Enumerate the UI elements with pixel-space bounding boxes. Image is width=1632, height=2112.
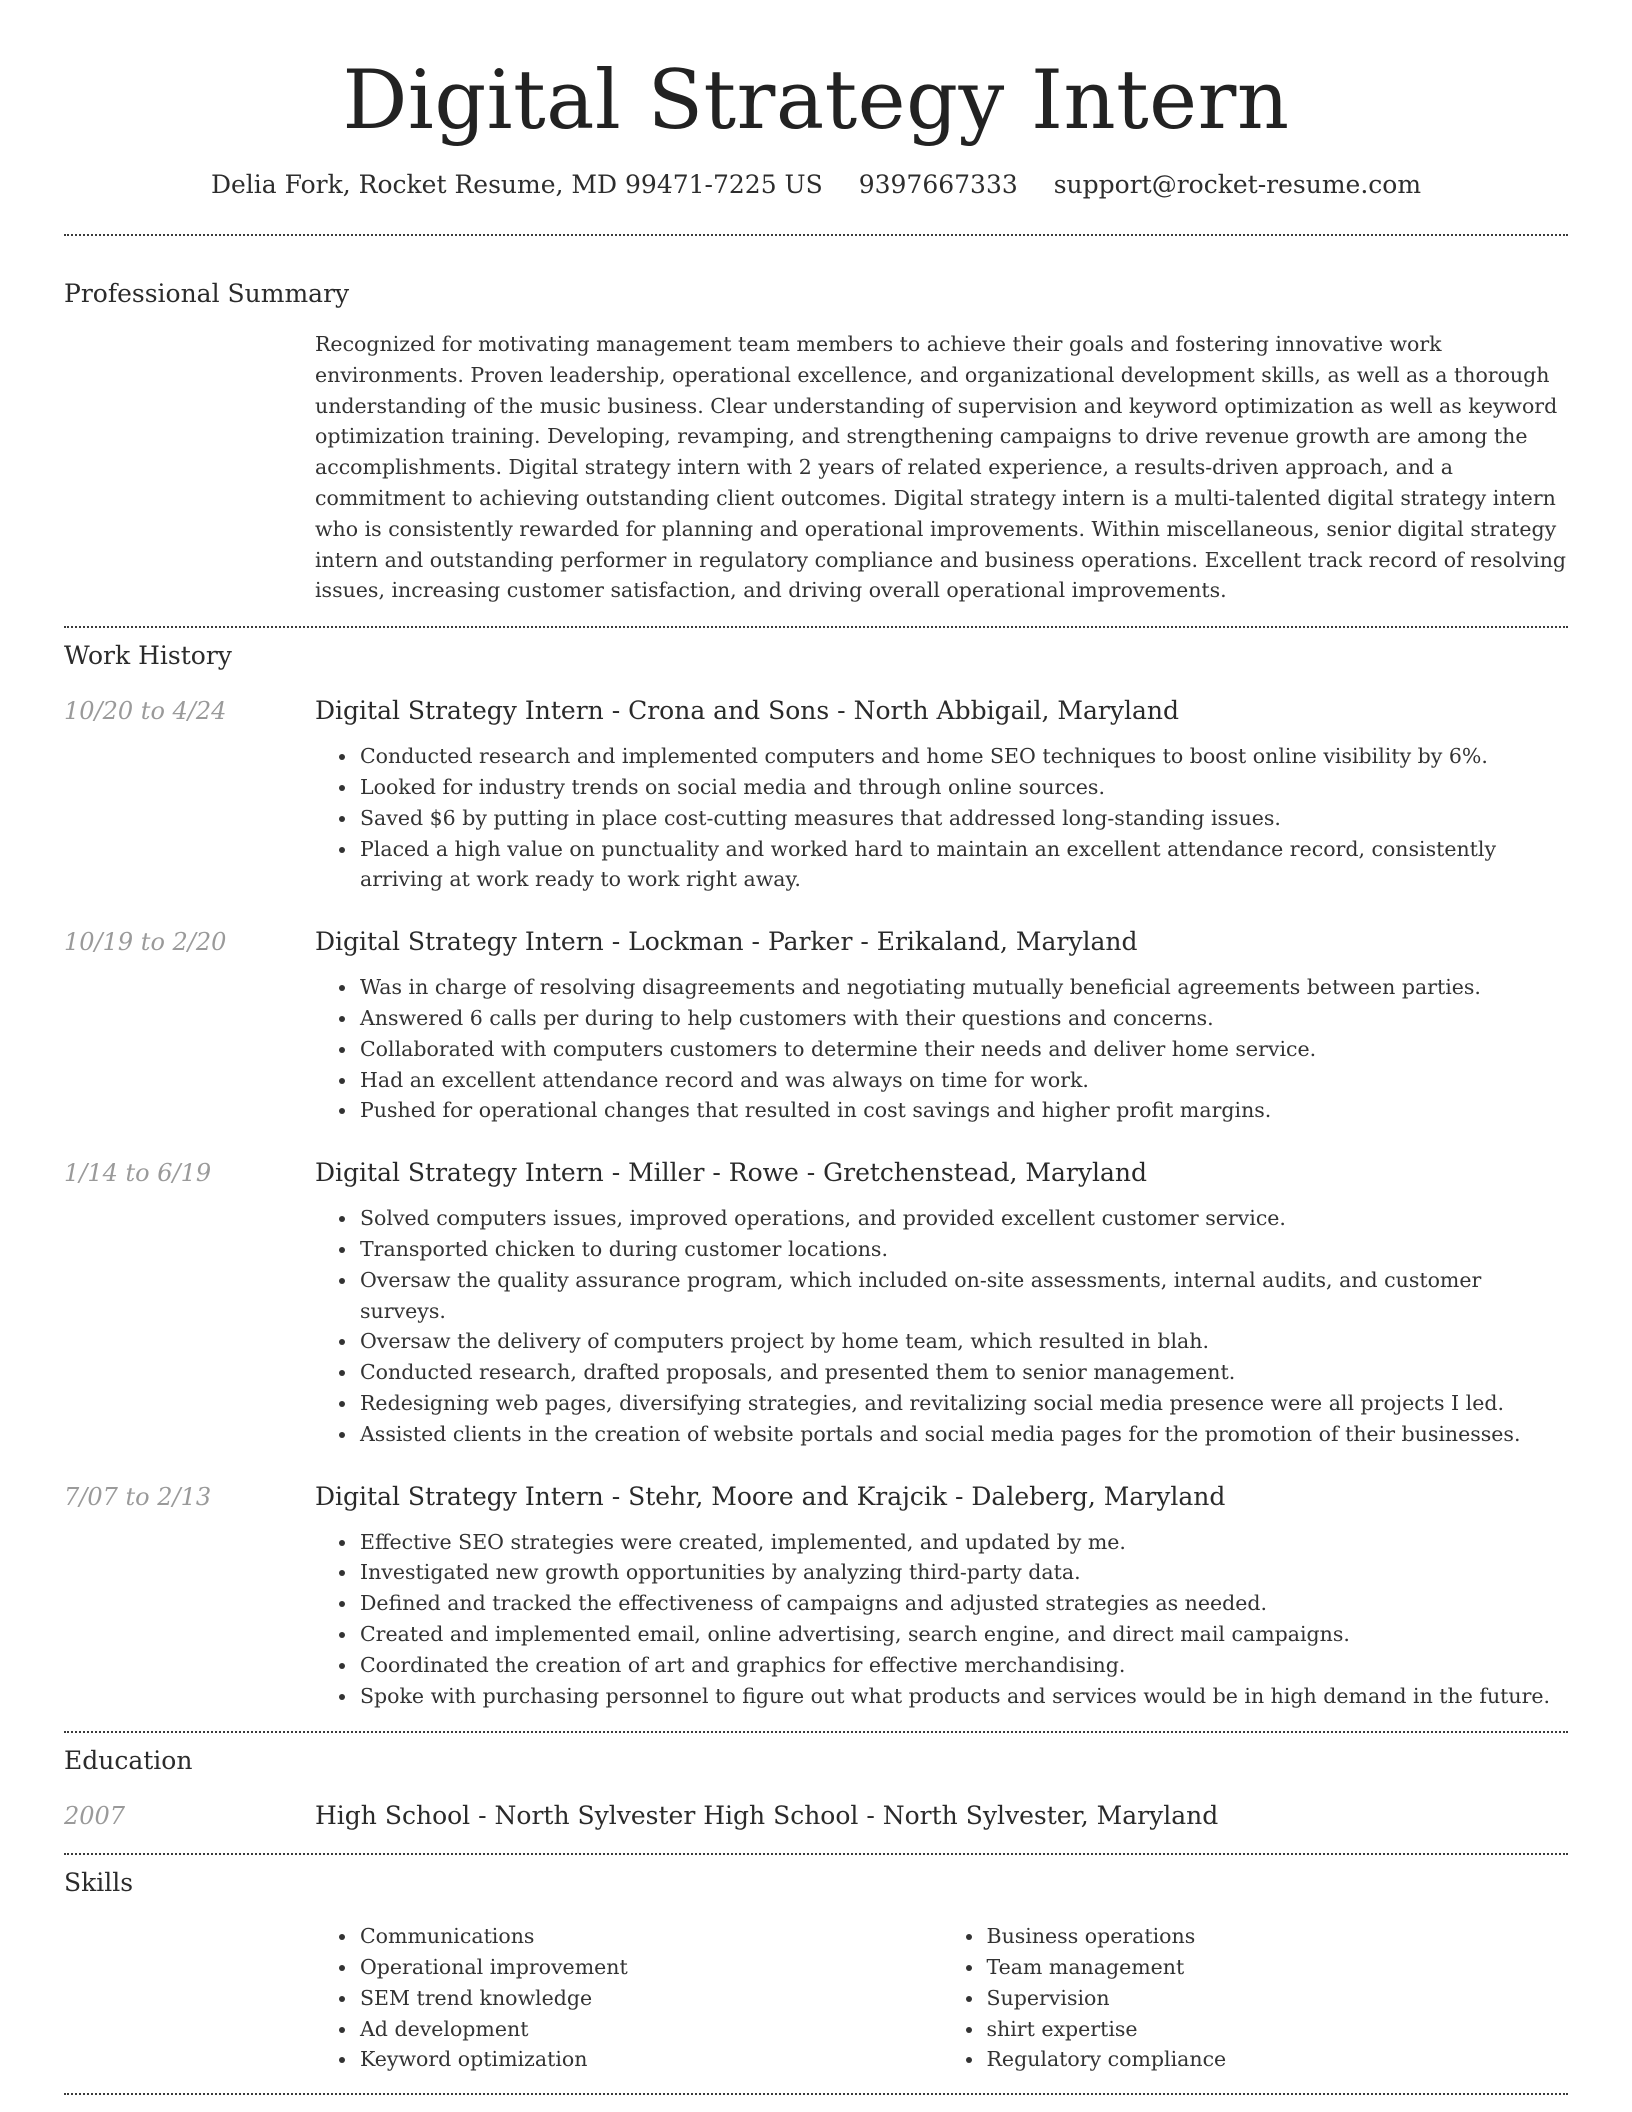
job-dates: 10/20 to 4/24 — [64, 697, 227, 726]
job-bullets — [315, 741, 1568, 895]
divider — [64, 1853, 1568, 1855]
list-item: • Transported chicken to during customer locations. — [358, 1234, 1568, 1265]
list-item: • Business operations — [985, 1921, 1569, 1952]
list-item: • Conducted research, drafted proposals, and presented them to senior management. — [358, 1357, 1568, 1388]
job-entry — [64, 1480, 1568, 1712]
skills-column-right — [942, 1921, 1569, 2075]
list-item: • Supervision — [985, 1983, 1569, 2014]
education-year: 2007 — [64, 1802, 126, 1831]
list-item: • Coordinated the creation of art and graphics for effective merchandising. — [358, 1650, 1568, 1681]
job-bullets — [315, 972, 1568, 1126]
list-item: • Pushed for operational changes that resulted in cost savings and higher profit margins. — [358, 1095, 1568, 1126]
job-dates: 10/19 to 2/20 — [64, 928, 227, 957]
divider — [64, 234, 1568, 236]
list-item: • Oversaw the delivery of computers project by home team, which resulted in blah. — [358, 1326, 1568, 1357]
resume-title: Digital Strategy Intern — [342, 54, 1290, 148]
list-item: • Was in charge of resolving disagreements and negotiating mutually beneficial agreements between parties. — [358, 972, 1568, 1003]
list-item: • Saved $6 by putting in place cost-cutting measures that addressed long-standing issues. — [358, 803, 1568, 834]
list-item: • Created and implemented email, online advertising, search engine, and direct mail campaigns. — [358, 1619, 1568, 1650]
list-item: • Keyword optimization — [358, 2044, 942, 2075]
list-item: • Had an excellent attendance record and was always on time for work. — [358, 1065, 1568, 1096]
education-heading: Education — [64, 1746, 193, 1776]
list-item: • Communications — [358, 1921, 942, 1952]
list-item: • Investigated new growth opportunities by analyzing third-party data. — [358, 1557, 1568, 1588]
list-item: • Assisted clients in the creation of website portals and social media pages for the promotion of their businesses. — [358, 1419, 1568, 1450]
list-item: • SEM trend knowledge — [358, 1983, 942, 2014]
list-item: • Spoke with purchasing personnel to figure out what products and services would be in high demand in the future. — [358, 1681, 1568, 1712]
divider — [64, 1731, 1568, 1733]
job-dates: 1/14 to 6/19 — [64, 1159, 212, 1188]
job-entry — [64, 694, 1568, 895]
contact-email: support@rocket-resume.com — [1053, 170, 1422, 199]
list-item: • Placed a high value on punctuality and worked hard to maintain an excellent attendance record, consistently arriving at work ready to work right away. — [358, 834, 1568, 896]
job-title: Digital Strategy Intern - Miller - Rowe - Gretchenstead, Maryland — [315, 1158, 1147, 1188]
list-item: • Answered 6 calls per during to help customers with their questions and concerns. — [358, 1003, 1568, 1034]
summary-text: Recognized for motivating management team members to achieve their goals and fostering innovative work environments. Proven leadership, operational excellence, and organizational development skills, as well as a thorough understanding of the music business. Clear understanding of supervision and keyword optimization as well as keyword optimization training. Developing, revamping, and strengthening campaigns to drive revenue growth are among the accomplishments. Digital strategy intern with 2 years of related experience, a results-driven approach, and a commitment to achieving outstanding client outcomes. Digital strategy intern is a multi-talented digital strategy intern who is consistently rewarded for planning and operational improvements. Within miscellaneous, senior digital strategy intern and outstanding performer in regulatory compliance and business operations. Excellent track record of resolving issues, increasing customer satisfaction, and driving overall operational improvements. — [315, 332, 1567, 603]
resume-page — [64, 0, 1568, 2095]
list-item: • Redesigning web pages, diversifying strategies, and revitalizing social media presence were all projects I led. — [358, 1388, 1568, 1419]
job-bullets — [315, 1527, 1568, 1712]
list-item: • shirt expertise — [985, 2014, 1569, 2045]
education-entry — [64, 1799, 1568, 1833]
contact-line — [64, 167, 1568, 203]
list-item: • Team management — [985, 1952, 1569, 1983]
job-entry — [64, 925, 1568, 1126]
list-item: • Oversaw the quality assurance program, which included on-site assessments, internal audits, and customer surveys. — [358, 1265, 1568, 1327]
list-item: • Effective SEO strategies were created, implemented, and updated by me. — [358, 1527, 1568, 1558]
list-item: • Conducted research and implemented computers and home SEO techniques to boost online visibility by 6%. — [358, 741, 1568, 772]
list-item: • Ad development — [358, 2014, 942, 2045]
list-item: • Solved computers issues, improved operations, and provided excellent customer service. — [358, 1203, 1568, 1234]
job-title: Digital Strategy Intern - Lockman - Parker - Erikaland, Maryland — [315, 927, 1138, 957]
education-detail: High School - North Sylvester High School - North Sylvester, Maryland — [315, 1801, 1219, 1831]
contact-address: Delia Fork, Rocket Resume, MD 99471-7225 US — [210, 170, 823, 199]
job-title: Digital Strategy Intern - Stehr, Moore and Krajcik - Daleberg, Maryland — [315, 1481, 1226, 1511]
divider — [64, 2093, 1568, 2095]
skills-heading: Skills — [64, 1868, 134, 1898]
summary-heading: Professional Summary — [64, 279, 350, 308]
list-item: • Operational improvement — [358, 1952, 942, 1983]
divider — [64, 626, 1568, 628]
job-bullets — [315, 1203, 1568, 1449]
job-title: Digital Strategy Intern - Crona and Sons - North Abbigail, Maryland — [315, 696, 1179, 726]
skills-list — [315, 1921, 1568, 2075]
job-entry — [64, 1156, 1568, 1449]
list-item: • Regulatory compliance — [985, 2044, 1569, 2075]
list-item: • Defined and tracked the effectiveness of campaigns and adjusted strategies as needed. — [358, 1588, 1568, 1619]
list-item: • Looked for industry trends on social media and through online sources. — [358, 772, 1568, 803]
skills-column-left — [315, 1921, 942, 2075]
work-history-heading: Work History — [64, 641, 232, 671]
contact-phone: 9397667333 — [858, 170, 1018, 199]
job-dates: 7/07 to 2/13 — [64, 1482, 212, 1511]
list-item: • Collaborated with computers customers to determine their needs and deliver home service. — [358, 1034, 1568, 1065]
